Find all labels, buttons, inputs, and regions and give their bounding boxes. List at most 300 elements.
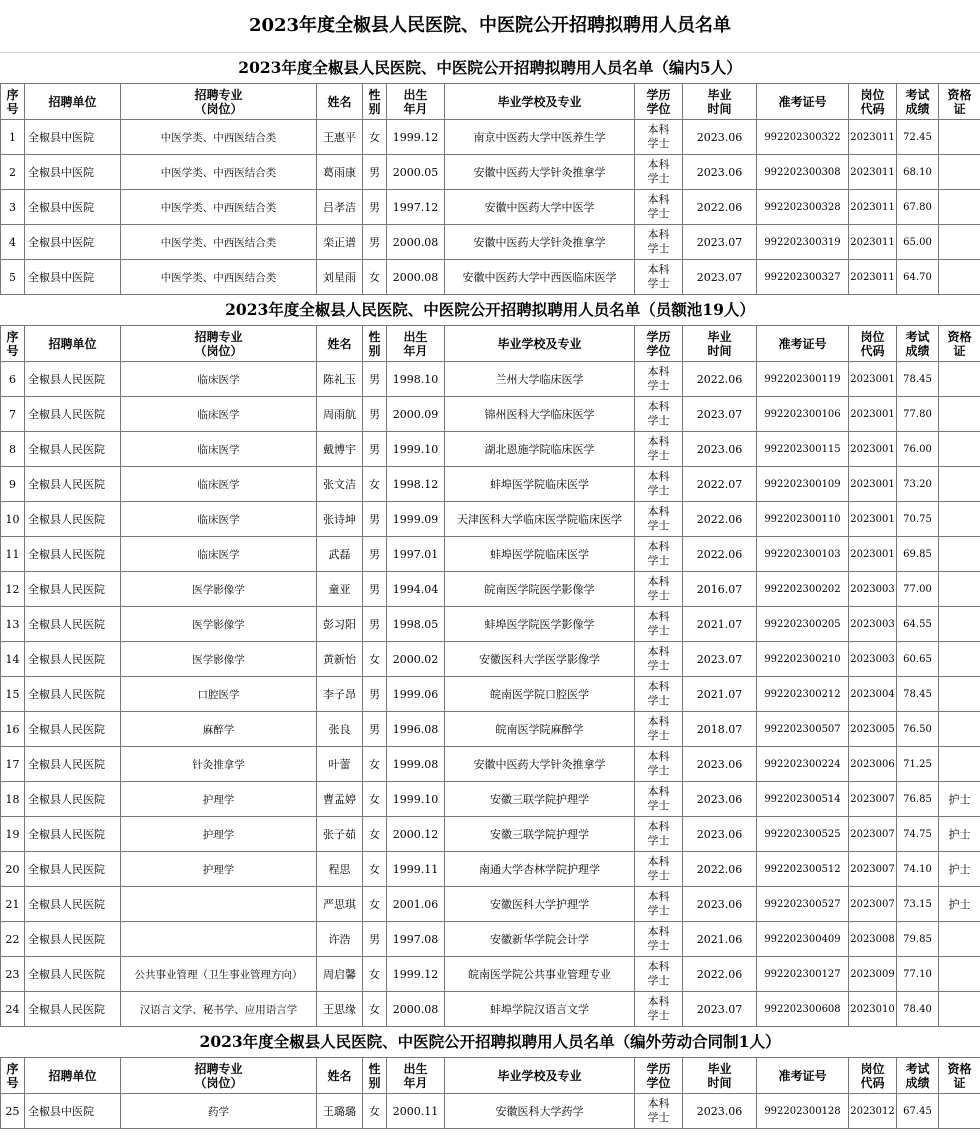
cell-grad: 2022.06 [683,957,757,992]
cell-cert [939,922,980,957]
cell-edu: 本科 学士 [635,120,683,155]
cell-name: 刘星雨 [317,260,363,295]
cell-exam: 992202300103 [757,537,849,572]
cell-score: 77.80 [897,397,939,432]
cell-unit: 全椒县人民医院 [25,922,121,957]
cell-name: 严思琪 [317,887,363,922]
section-title: 2023年度全椒县人民医院、中医院公开招聘拟聘用人员名单（编内5人） [238,58,742,77]
header-exam: 准考证号 [757,84,849,120]
cell-unit: 全椒县中医院 [25,190,121,225]
table-row [1,642,980,677]
cell-post: 2023011 [849,155,897,190]
header-no: 序 号 [1,84,25,120]
table-row [1,922,980,957]
cell-edu: 本科 学士 [635,782,683,817]
cell-post: 2023006 [849,747,897,782]
cell-edu: 本科 学士 [635,260,683,295]
cell-edu: 本科 学士 [635,362,683,397]
cell-grad: 2022.06 [683,537,757,572]
cell-edu: 本科 学士 [635,607,683,642]
cell-grad: 2023.06 [683,432,757,467]
cell-unit: 全椒县人民医院 [25,432,121,467]
cell-grad: 2021.07 [683,677,757,712]
section-title: 2023年度全椒县人民医院、中医院公开招聘拟聘用人员名单（编外劳动合同制1人） [199,1032,781,1051]
cell-score: 78.40 [897,992,939,1027]
cell-unit: 全椒县人民医院 [25,852,121,887]
cell-grad: 2023.07 [683,992,757,1027]
table-row [1,120,980,155]
cell-birth: 1997.01 [387,537,445,572]
cell-unit: 全椒县人民医院 [25,782,121,817]
cell-name: 周启馨 [317,957,363,992]
cell-major: 中医学类、中西医结合类 [121,155,317,190]
cell-birth: 1999.12 [387,120,445,155]
cell-birth: 1999.12 [387,957,445,992]
table-row [1,957,980,992]
header-cert: 资格 证 [939,1058,980,1094]
cell-birth: 2000.02 [387,642,445,677]
cell-major: 临床医学 [121,362,317,397]
cell-edu: 本科 学士 [635,572,683,607]
cell-exam: 992202300115 [757,432,849,467]
cell-major: 临床医学 [121,502,317,537]
cell-post: 2023009 [849,957,897,992]
cell-unit: 全椒县人民医院 [25,607,121,642]
cell-major: 中医学类、中西医结合类 [121,260,317,295]
cell-cert: 护士 [939,852,980,887]
cell-major: 医学影像学 [121,642,317,677]
cell-sex: 女 [363,260,387,295]
header-cert: 资格 证 [939,326,980,362]
table-row [1,537,980,572]
cell-birth: 1998.12 [387,467,445,502]
cell-birth: 2000.08 [387,225,445,260]
cell-cert [939,677,980,712]
cell-birth: 1996.08 [387,712,445,747]
cell-no: 22 [1,922,25,957]
cell-name: 张良 [317,712,363,747]
header-major: 招聘专业 （岗位） [121,326,317,362]
cell-sex: 男 [363,362,387,397]
cell-sex: 男 [363,607,387,642]
cell-exam: 992202300119 [757,362,849,397]
roster-table [0,325,980,1027]
header-sex: 性 别 [363,326,387,362]
cell-no: 6 [1,362,25,397]
cell-major: 医学影像学 [121,572,317,607]
cell-score: 76.00 [897,432,939,467]
cell-major: 医学影像学 [121,607,317,642]
cell-score: 74.10 [897,852,939,887]
cell-cert [939,467,980,502]
cell-no: 23 [1,957,25,992]
cell-grad: 2023.06 [683,817,757,852]
cell-score: 74.75 [897,817,939,852]
cell-post: 2023011 [849,225,897,260]
table-row [1,572,980,607]
header-major: 招聘专业 （岗位） [121,1058,317,1094]
cell-sex: 女 [363,852,387,887]
cell-edu: 本科 学士 [635,502,683,537]
cell-sex: 女 [363,1094,387,1129]
cell-major: 针灸推拿学 [121,747,317,782]
cell-major: 中医学类、中西医结合类 [121,225,317,260]
cell-post: 2023004 [849,677,897,712]
header-school: 毕业学校及专业 [445,84,635,120]
cell-cert [939,190,980,225]
cell-no: 18 [1,782,25,817]
cell-unit: 全椒县人民医院 [25,677,121,712]
cell-exam: 992202300512 [757,852,849,887]
cell-name: 李子昂 [317,677,363,712]
cell-name: 陈礼玉 [317,362,363,397]
cell-no: 17 [1,747,25,782]
table-row [1,260,980,295]
cell-birth: 1998.10 [387,362,445,397]
cell-cert [939,642,980,677]
cell-cert [939,397,980,432]
cell-sex: 男 [363,502,387,537]
cell-sex: 男 [363,155,387,190]
cell-score: 64.55 [897,607,939,642]
cell-exam: 992202300224 [757,747,849,782]
cell-unit: 全椒县人民医院 [25,362,121,397]
cell-unit: 全椒县中医院 [25,120,121,155]
cell-no: 15 [1,677,25,712]
cell-school: 皖南医学院医学影像学 [445,572,635,607]
cell-exam: 992202300608 [757,992,849,1027]
cell-score: 67.80 [897,190,939,225]
cell-unit: 全椒县人民医院 [25,712,121,747]
cell-birth: 2000.11 [387,1094,445,1129]
header-no: 序 号 [1,1058,25,1094]
cell-score: 73.20 [897,467,939,502]
cell-grad: 2023.07 [683,260,757,295]
table-row [1,817,980,852]
table-row [1,225,980,260]
cell-post: 2023007 [849,782,897,817]
cell-edu: 本科 学士 [635,887,683,922]
cell-sex: 男 [363,190,387,225]
cell-post: 2023008 [849,922,897,957]
cell-sex: 女 [363,992,387,1027]
header-no: 序 号 [1,326,25,362]
cell-score: 69.85 [897,537,939,572]
cell-edu: 本科 学士 [635,397,683,432]
cell-edu: 本科 学士 [635,155,683,190]
header-name: 姓名 [317,1058,363,1094]
cell-post: 2023003 [849,572,897,607]
cell-score: 77.10 [897,957,939,992]
cell-birth: 2001.06 [387,887,445,922]
cell-no: 1 [1,120,25,155]
cell-cert [939,362,980,397]
cell-cert [939,1094,980,1129]
cell-sex: 女 [363,817,387,852]
cell-sex: 女 [363,747,387,782]
cell-school: 南京中医药大学中医养生学 [445,120,635,155]
cell-major: 中医学类、中西医结合类 [121,120,317,155]
cell-edu: 本科 学士 [635,642,683,677]
cell-grad: 2023.06 [683,155,757,190]
cell-exam: 992202300409 [757,922,849,957]
cell-unit: 全椒县人民医院 [25,572,121,607]
cell-unit: 全椒县中医院 [25,155,121,190]
header-sex: 性 别 [363,84,387,120]
header-edu: 学历 学位 [635,326,683,362]
cell-grad: 2022.06 [683,190,757,225]
table-row [1,397,980,432]
cell-exam: 992202300328 [757,190,849,225]
cell-name: 程思 [317,852,363,887]
cell-unit: 全椒县人民医院 [25,537,121,572]
cell-grad: 2022.06 [683,502,757,537]
cell-school: 安徽中医药大学中西医临床医学 [445,260,635,295]
cell-score: 60.65 [897,642,939,677]
table-row [1,782,980,817]
cell-no: 9 [1,467,25,502]
cell-major: 口腔医学 [121,677,317,712]
cell-grad: 2022.07 [683,467,757,502]
cell-name: 戴博宇 [317,432,363,467]
cell-edu: 本科 学士 [635,957,683,992]
cell-cert [939,572,980,607]
cell-cert [939,992,980,1027]
table-row [1,155,980,190]
table-row [1,747,980,782]
cell-sex: 男 [363,397,387,432]
cell-name: 童亚 [317,572,363,607]
cell-post: 2023001 [849,432,897,467]
cell-major: 临床医学 [121,397,317,432]
cell-school: 安徽中医药大学针灸推拿学 [445,225,635,260]
table-row [1,432,980,467]
header-row [1,326,980,362]
header-school: 毕业学校及专业 [445,326,635,362]
cell-name: 黄新怡 [317,642,363,677]
cell-sex: 女 [363,887,387,922]
cell-grad: 2023.06 [683,887,757,922]
cell-no: 20 [1,852,25,887]
cell-grad: 2023.07 [683,642,757,677]
table-row [1,677,980,712]
header-birth: 出生 年月 [387,84,445,120]
cell-school: 安徽医科大学医学影像学 [445,642,635,677]
cell-birth: 1997.08 [387,922,445,957]
cell-major: 临床医学 [121,467,317,502]
cell-score: 67.45 [897,1094,939,1129]
header-unit: 招聘单位 [25,1058,121,1094]
cell-post: 2023011 [849,120,897,155]
cell-edu: 本科 学士 [635,922,683,957]
cell-birth: 2000.08 [387,992,445,1027]
header-birth: 出生 年月 [387,1058,445,1094]
cell-score: 65.00 [897,225,939,260]
cell-unit: 全椒县中医院 [25,1094,121,1129]
cell-birth: 2000.08 [387,260,445,295]
cell-birth: 2000.09 [387,397,445,432]
cell-major: 麻醉学 [121,712,317,747]
cell-post: 2023011 [849,260,897,295]
cell-post: 2023007 [849,887,897,922]
cell-post: 2023011 [849,190,897,225]
cell-school: 湖北恩施学院临床医学 [445,432,635,467]
cell-birth: 1999.08 [387,747,445,782]
page-title: 2023年度全椒县人民医院、中医院公开招聘拟聘用人员名单 [0,0,980,53]
cell-school: 安徽中医药大学针灸推拿学 [445,747,635,782]
cell-post: 2023007 [849,852,897,887]
cell-name: 彭习阳 [317,607,363,642]
cell-post: 2023003 [849,607,897,642]
cell-no: 2 [1,155,25,190]
cell-grad: 2023.07 [683,225,757,260]
cell-school: 蚌埠医学院临床医学 [445,537,635,572]
cell-name: 王惠平 [317,120,363,155]
cell-edu: 本科 学士 [635,747,683,782]
header-exam: 准考证号 [757,326,849,362]
header-row [1,84,980,120]
header-major: 招聘专业 （岗位） [121,84,317,120]
cell-grad: 2022.06 [683,362,757,397]
cell-name: 张文洁 [317,467,363,502]
cell-school: 安徽中医药大学针灸推拿学 [445,155,635,190]
cell-no: 12 [1,572,25,607]
cell-post: 2023005 [849,712,897,747]
cell-name: 张诗坤 [317,502,363,537]
cell-sex: 男 [363,572,387,607]
cell-edu: 本科 学士 [635,1094,683,1129]
cell-birth: 2000.05 [387,155,445,190]
header-post: 岗位 代码 [849,84,897,120]
cell-edu: 本科 学士 [635,537,683,572]
cell-birth: 1998.05 [387,607,445,642]
cell-birth: 1999.09 [387,502,445,537]
header-row [1,1058,980,1094]
header-post: 岗位 代码 [849,326,897,362]
cell-no: 7 [1,397,25,432]
cell-sex: 男 [363,537,387,572]
table-row [1,887,980,922]
cell-school: 蚌埠学院汉语言文学 [445,992,635,1027]
header-edu: 学历 学位 [635,1058,683,1094]
cell-unit: 全椒县中医院 [25,225,121,260]
cell-sex: 男 [363,225,387,260]
cell-name: 曹孟婷 [317,782,363,817]
header-name: 姓名 [317,84,363,120]
cell-edu: 本科 学士 [635,432,683,467]
cell-edu: 本科 学士 [635,817,683,852]
cell-post: 2023003 [849,642,897,677]
cell-exam: 992202300212 [757,677,849,712]
cell-score: 77.00 [897,572,939,607]
cell-cert [939,225,980,260]
cell-post: 2023001 [849,537,897,572]
cell-school: 皖南医学院麻醉学 [445,712,635,747]
cell-no: 25 [1,1094,25,1129]
header-unit: 招聘单位 [25,326,121,362]
cell-cert [939,260,980,295]
cell-post: 2023001 [849,362,897,397]
cell-major: 汉语言文学、秘书学、应用语言学 [121,992,317,1027]
cell-school: 锦州医科大学临床医学 [445,397,635,432]
header-cert: 资格 证 [939,84,980,120]
cell-score: 70.75 [897,502,939,537]
cell-no: 21 [1,887,25,922]
cell-score: 72.45 [897,120,939,155]
cell-exam: 992202300109 [757,467,849,502]
cell-school: 安徽中医药大学中医学 [445,190,635,225]
cell-sex: 男 [363,922,387,957]
header-score: 考试 成绩 [897,326,939,362]
cell-no: 16 [1,712,25,747]
cell-school: 兰州大学临床医学 [445,362,635,397]
cell-name: 张子茹 [317,817,363,852]
cell-cert: 护士 [939,817,980,852]
roster-table [0,1057,980,1129]
cell-grad: 2023.06 [683,747,757,782]
cell-exam: 992202300110 [757,502,849,537]
cell-unit: 全椒县人民医院 [25,397,121,432]
cell-name: 许浩 [317,922,363,957]
header-score: 考试 成绩 [897,1058,939,1094]
cell-grad: 2022.06 [683,852,757,887]
cell-score: 64.70 [897,260,939,295]
cell-exam: 992202300322 [757,120,849,155]
cell-sex: 女 [363,120,387,155]
cell-name: 周雨航 [317,397,363,432]
cell-cert [939,120,980,155]
header-grad: 毕业 时间 [683,1058,757,1094]
cell-exam: 992202300319 [757,225,849,260]
cell-exam: 992202300507 [757,712,849,747]
cell-score: 78.45 [897,362,939,397]
cell-grad: 2021.07 [683,607,757,642]
cell-sex: 女 [363,782,387,817]
cell-cert [939,957,980,992]
cell-sex: 男 [363,712,387,747]
cell-post: 2023001 [849,502,897,537]
cell-school: 皖南医学院口腔医学 [445,677,635,712]
cell-name: 吕孝洁 [317,190,363,225]
cell-birth: 1997.12 [387,190,445,225]
cell-no: 3 [1,190,25,225]
cell-no: 10 [1,502,25,537]
header-birth: 出生 年月 [387,326,445,362]
cell-exam: 992202300202 [757,572,849,607]
cell-school: 安徽三联学院护理学 [445,782,635,817]
cell-edu: 本科 学士 [635,992,683,1027]
cell-cert [939,537,980,572]
cell-unit: 全椒县人民医院 [25,887,121,922]
cell-birth: 1999.10 [387,782,445,817]
cell-school: 天津医科大学临床医学院临床医学 [445,502,635,537]
cell-major: 药学 [121,1094,317,1129]
cell-cert [939,502,980,537]
cell-exam: 992202300106 [757,397,849,432]
cell-cert [939,747,980,782]
cell-edu: 本科 学士 [635,467,683,502]
cell-exam: 992202300210 [757,642,849,677]
cell-unit: 全椒县人民医院 [25,502,121,537]
cell-school: 南通大学杏林学院护理学 [445,852,635,887]
cell-major: 临床医学 [121,432,317,467]
cell-grad: 2023.07 [683,397,757,432]
cell-sex: 男 [363,432,387,467]
header-post: 岗位 代码 [849,1058,897,1094]
cell-birth: 1999.06 [387,677,445,712]
cell-school: 蚌埠医学院临床医学 [445,467,635,502]
cell-cert [939,712,980,747]
